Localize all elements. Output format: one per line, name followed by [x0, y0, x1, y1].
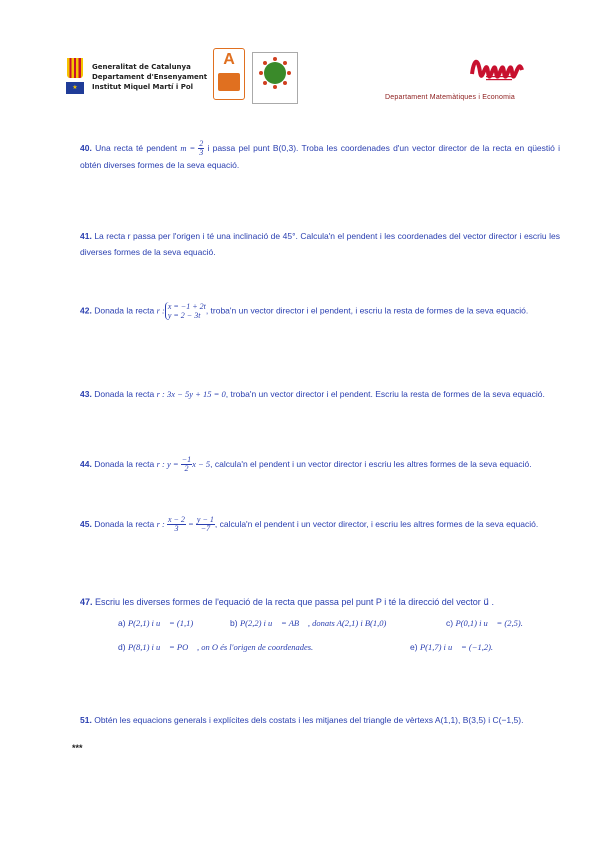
math-expr: r : y =: [156, 459, 181, 469]
exercise-number: 47.: [80, 597, 93, 607]
math-expr: x − 5: [192, 459, 211, 469]
exercise-number: 42.: [80, 305, 92, 316]
exercise-text: , calcula'n el pendent i un vector director i escriu les altres formes de la seva equació.: [210, 459, 532, 469]
math-expr: r : 3x − 5y + 15 = 0: [156, 389, 226, 399]
ex47-item-c: c) P(0,1) i u⃗ = (2,5).: [446, 618, 523, 628]
fraction: $\frac{-1}{2}$: [181, 455, 192, 474]
exercise-42: [80, 302, 560, 320]
ex47-item-b: b) P(2,2) i u⃗ = AB⃗ , donats A(2,1) i B(1,0): [230, 618, 387, 628]
exercise-text: i passa pel punt B(0,3). Troba les coordenades d'un vector director de la recta en qüestió i obtén diverses formes de la seva equació.: [80, 143, 560, 171]
ex47-item-d: d) P(8,1) i u⃗ = PO⃗ , on O és l'origen de coordenades.: [118, 642, 314, 652]
math-expr: m =: [180, 143, 199, 153]
department-name: Departament Matemàtiques i Economia: [385, 94, 515, 101]
catalonia-flag-icon: [67, 58, 83, 78]
exercise-40: [80, 140, 560, 173]
exercise-text: Escriu les diverses formes de l'equació de la recta que passa pel punt P i té la direcció del vector u⃗ .: [95, 597, 494, 607]
fraction: $\frac{x - 2}{3}$: [167, 515, 185, 534]
exercise-text: La recta r passa per l'origen i té una inclinació de 45°. Calcula'n el pendent i les coordenades del vector director i escriu les diverses formes de la seva equació.: [80, 231, 560, 257]
exercise-number: 51.: [80, 715, 92, 725]
equation-system: x = −1 + 2t y = 2 − 3t: [165, 302, 206, 320]
exercise-43: [80, 386, 560, 402]
ex47-item-a: a) P(2,1) i u⃗ = (1,1): [118, 618, 194, 628]
institution-block: [92, 62, 207, 92]
agenda-logo: [213, 48, 245, 100]
school-network-logo: [252, 52, 298, 104]
logo-a-letter: A: [223, 51, 235, 68]
fraction: $\frac{y - 1}{-7}$: [196, 515, 214, 534]
math-expr: =: [185, 519, 196, 529]
exercise-number: 41.: [80, 231, 92, 241]
fraction: $\frac{2}{3}$: [199, 139, 204, 158]
exercise-text: Donada la recta: [94, 389, 157, 399]
institution-line: Generalitat de Catalunya: [92, 63, 191, 71]
exercise-41: [80, 228, 560, 260]
eu-flag-icon: ★: [66, 82, 84, 94]
exercise-number: 44.: [80, 459, 92, 469]
exercise-47: [80, 594, 560, 610]
exercise-text: Una recta té pendent: [95, 143, 181, 153]
exercise-number: 45.: [80, 519, 92, 529]
exercise-number: 40.: [80, 143, 92, 153]
math-expr: r :: [156, 305, 165, 316]
math-expr: r :: [156, 519, 167, 529]
institution-line: Institut Miquel Martí i Pol: [92, 83, 194, 91]
exercise-text: , troba'n un vector director i el pendent, i escriu la resta de formes de la seva equació.: [205, 305, 529, 316]
exercise-text: , troba'n un vector director i el pendent. Escriu la resta de formes de la seva equació.: [225, 389, 545, 399]
exercise-text: Donada la recta: [94, 519, 157, 529]
footer-mark: ***: [72, 743, 83, 753]
institution-line: Departament d'Ensenyament: [92, 73, 208, 81]
exercise-text: Donada la recta: [94, 459, 157, 469]
exercise-44: [80, 456, 560, 473]
exercise-text: Obtén les equacions generals i explícites dels costats i les mitjanes del triangle de vèrtexs A(1,1), B(3,5) i C(−1,5).: [94, 715, 524, 725]
exercise-text: , calcula'n el pendent i un vector director, i escriu les altres formes de la seva equació.: [214, 519, 539, 529]
exercise-45: [80, 516, 560, 533]
school-logo-icon: [468, 52, 528, 84]
exercise-51: [80, 712, 560, 728]
exercise-text: Donada la recta: [94, 305, 157, 316]
ex47-item-e: e) P(1,7) i u⃗ = (−1,2).: [410, 642, 494, 652]
exercise-number: 43.: [80, 389, 92, 399]
green-circle-icon: [253, 53, 297, 93]
